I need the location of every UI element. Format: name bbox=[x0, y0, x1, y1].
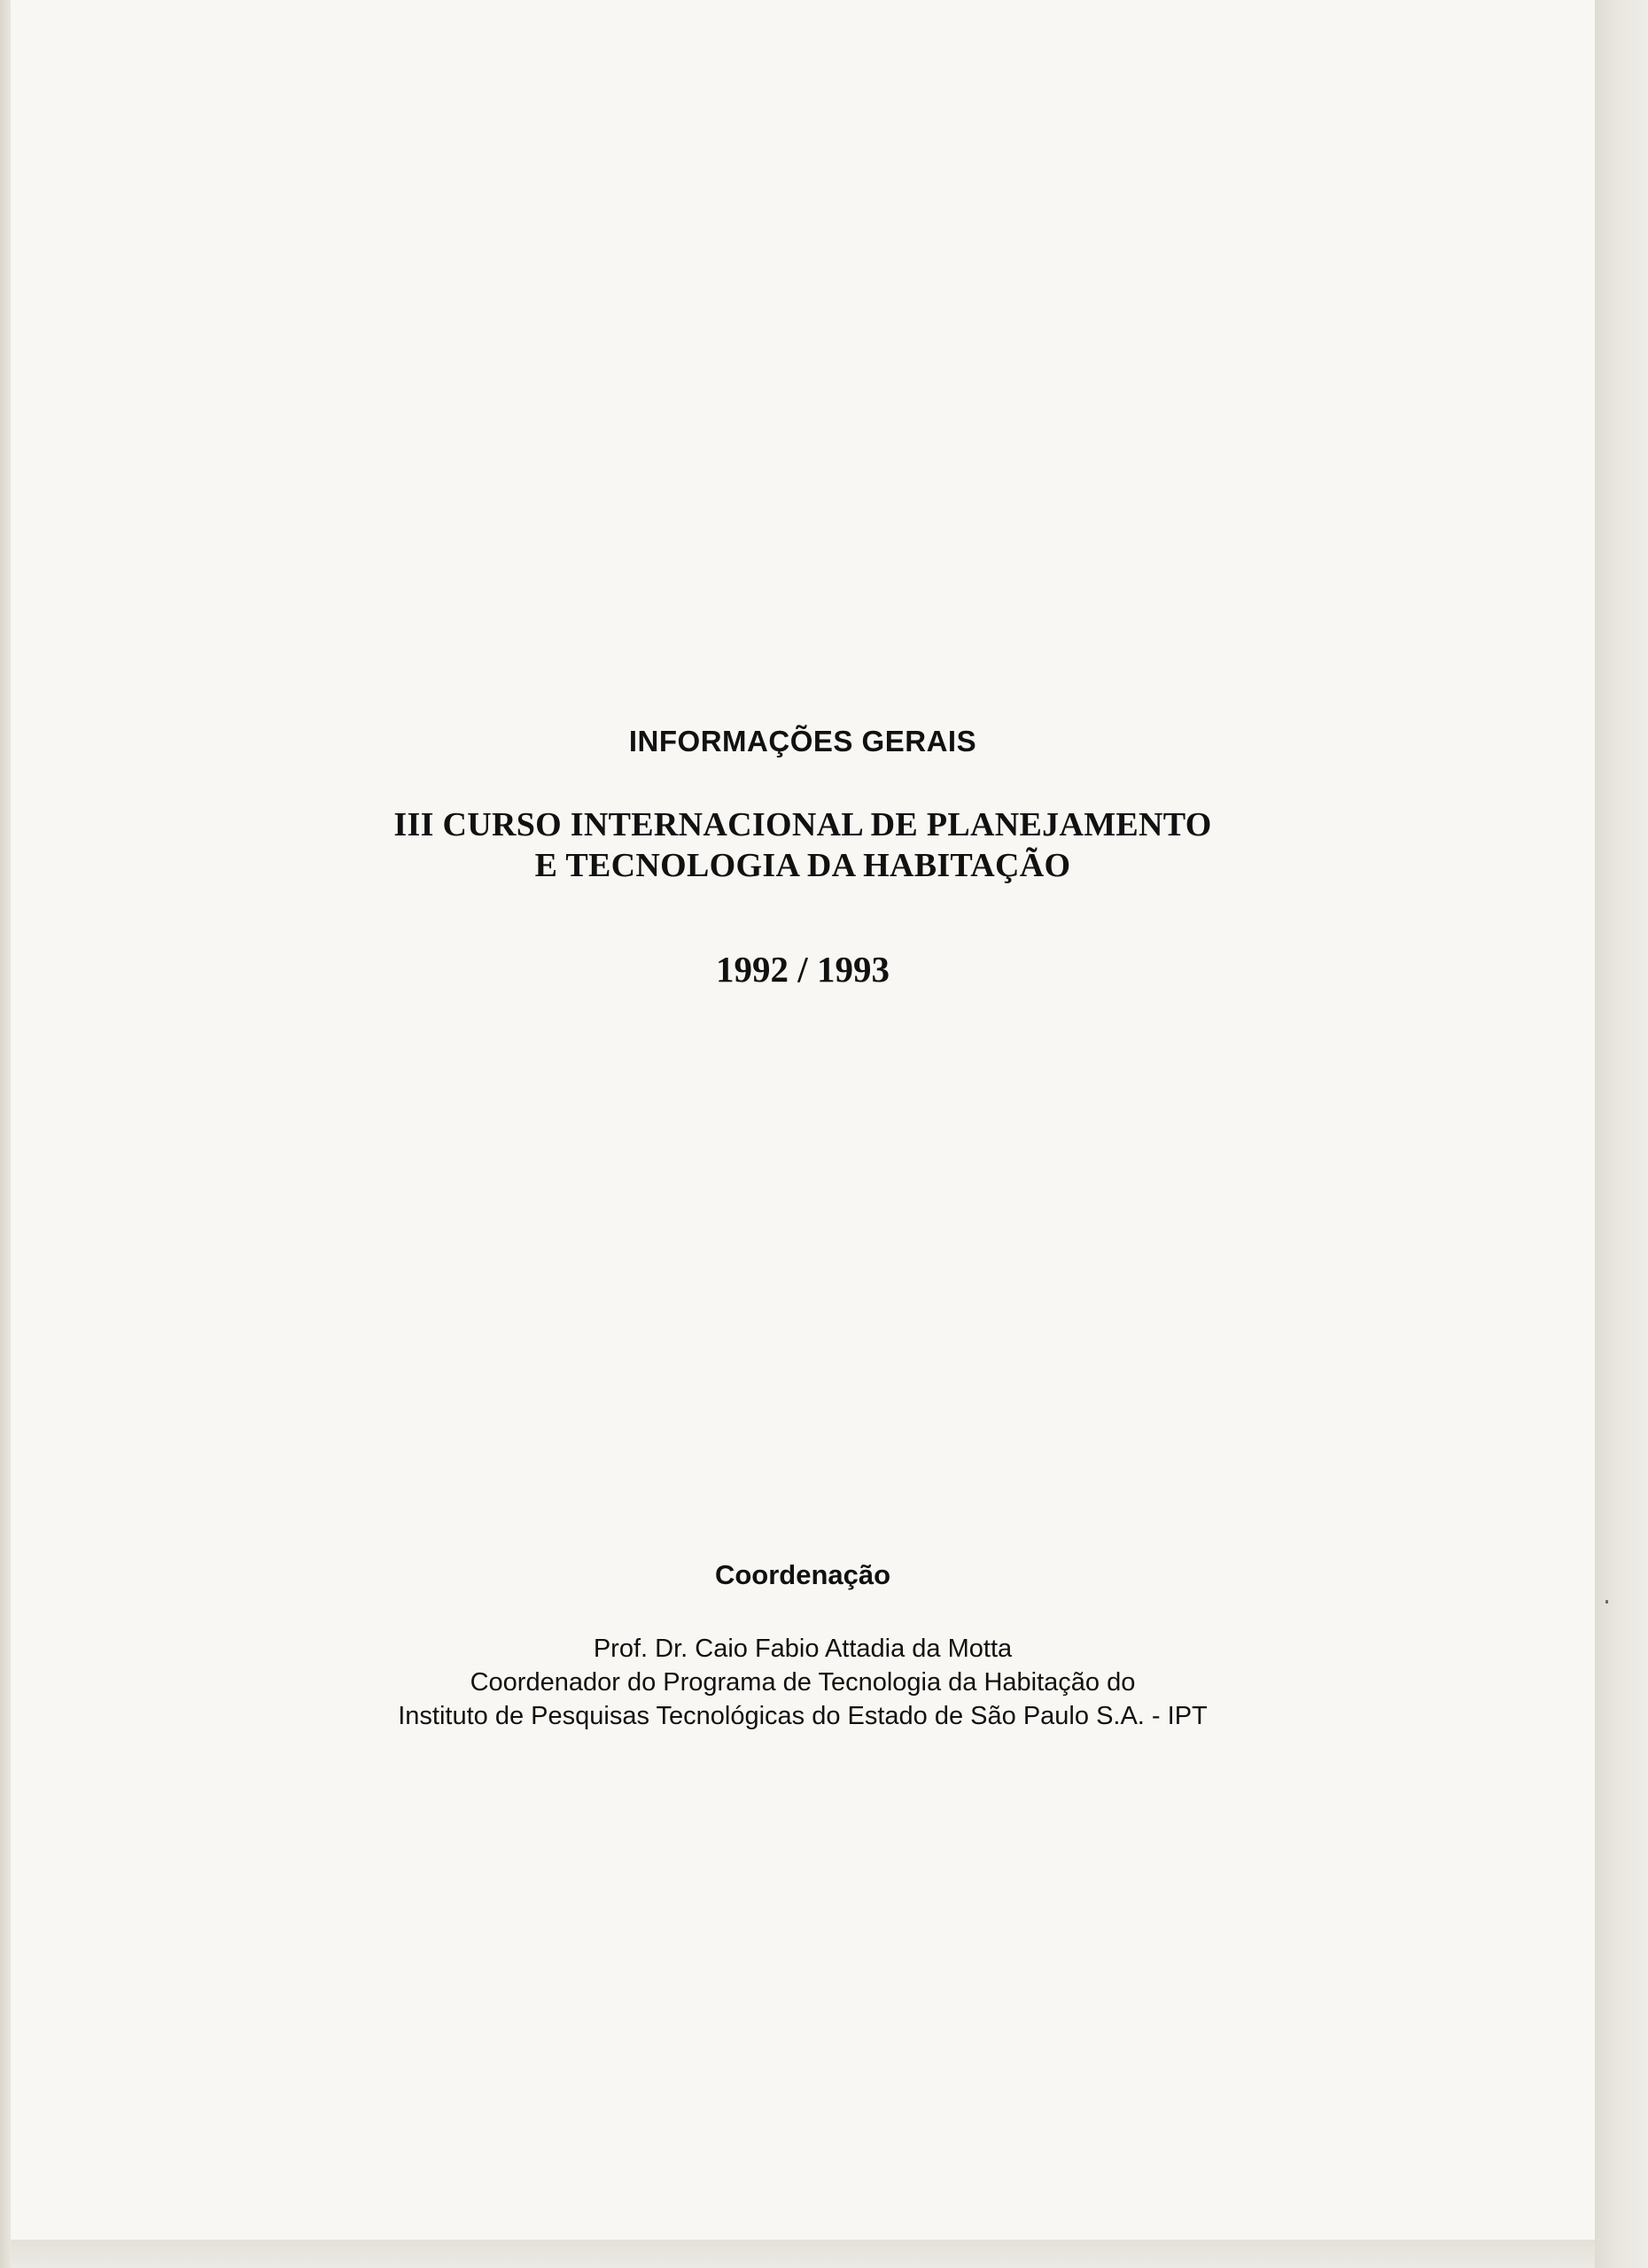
paper-speck bbox=[1605, 1600, 1608, 1604]
document-page bbox=[11, 0, 1595, 2240]
course-title-line-1: III CURSO INTERNACIONAL DE PLANEJAMENTO bbox=[393, 806, 1212, 843]
scan-bottom-edge bbox=[11, 2240, 1595, 2268]
course-years: 1992 / 1993 bbox=[716, 949, 890, 990]
coordinator-role: Coordenador do Programa de Tecnologia da Habitação do bbox=[470, 1668, 1136, 1697]
scan-right-shadow bbox=[1595, 0, 1648, 2268]
coordinator-institution: Instituto de Pesquisas Tecnológicas do Estado de São Paulo S.A. - IPT bbox=[398, 1702, 1208, 1730]
course-title-line-2: E TECNOLOGIA DA HABITAÇÃO bbox=[534, 847, 1071, 884]
coordination-heading: Coordenação bbox=[714, 1559, 891, 1590]
coordinator-name: Prof. Dr. Caio Fabio Attadia da Motta bbox=[593, 1635, 1013, 1663]
section-heading: INFORMAÇÕES GERAIS bbox=[628, 725, 977, 757]
